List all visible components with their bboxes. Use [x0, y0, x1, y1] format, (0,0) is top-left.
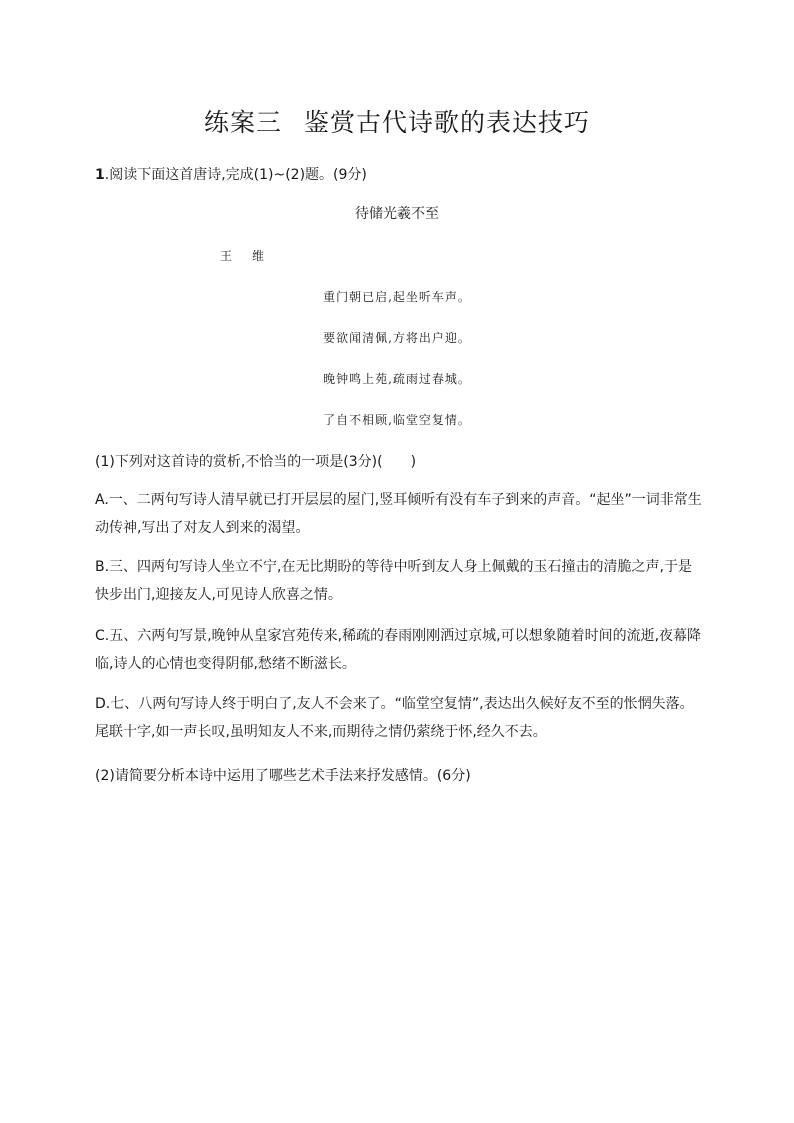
poem-line: 要欲闻清佩,方将出户迎。: [323, 331, 471, 345]
poem-line: 晚钟鸣上苑,疏雨过春城。: [323, 372, 471, 386]
poem-title: 待储光羲不至: [355, 206, 439, 222]
sub-question-1: (1)下列对这首诗的赏析,不恰当的一项是(3分)( ): [95, 454, 417, 470]
title-part2: 鉴赏古代诗歌的表达技巧: [304, 108, 591, 137]
sub-question-2: (2)请简要分析本诗中运用了哪些艺术手法来抒发感情。(6分): [95, 768, 471, 784]
option-d: D.七、八两句写诗人终于明白了,友人不会来了。“临堂空复情”,表达出久候好友不至的怅惘失落。尾联十字,如一声长叹,虽明知友人不来,而期待之情仍萦绕于怀,经久不去。: [95, 696, 694, 740]
poem-line: 重门朝已启,起坐听车声。: [323, 290, 471, 304]
option-b: B.三、四两句写诗人坐立不宁,在无比期盼的等待中听到友人身上佩戴的玉石撞击的清脆之声,于是快步出门,迎接友人,可见诗人欣喜之情。: [95, 559, 692, 603]
option-c: C.五、六两句写景,晚钟从皇家宫苑传来,稀疏的春雨刚刚洒过京城,可以想象随着时间的流逝,夜幕降临,诗人的心情也变得阴郁,愁绪不断滋长。: [95, 628, 702, 672]
question-intro: [95, 164, 367, 184]
question-intro-text: .阅读下面这首唐诗,完成(1)~(2)题。(9分): [104, 167, 367, 183]
poem-line: 了自不相顾,临堂空复情。: [323, 413, 471, 427]
question-number: 1: [95, 167, 105, 183]
title-part1: 练案三: [203, 108, 282, 137]
poem-author: 王维: [220, 249, 285, 263]
page-title: [0, 103, 794, 139]
option-a: A.一、二两句写诗人清早就已打开层层的屋门,竖耳倾听有没有车子到来的声音。“起坐”一词非常生动传神,写出了对友人到来的渴望。: [95, 492, 702, 536]
